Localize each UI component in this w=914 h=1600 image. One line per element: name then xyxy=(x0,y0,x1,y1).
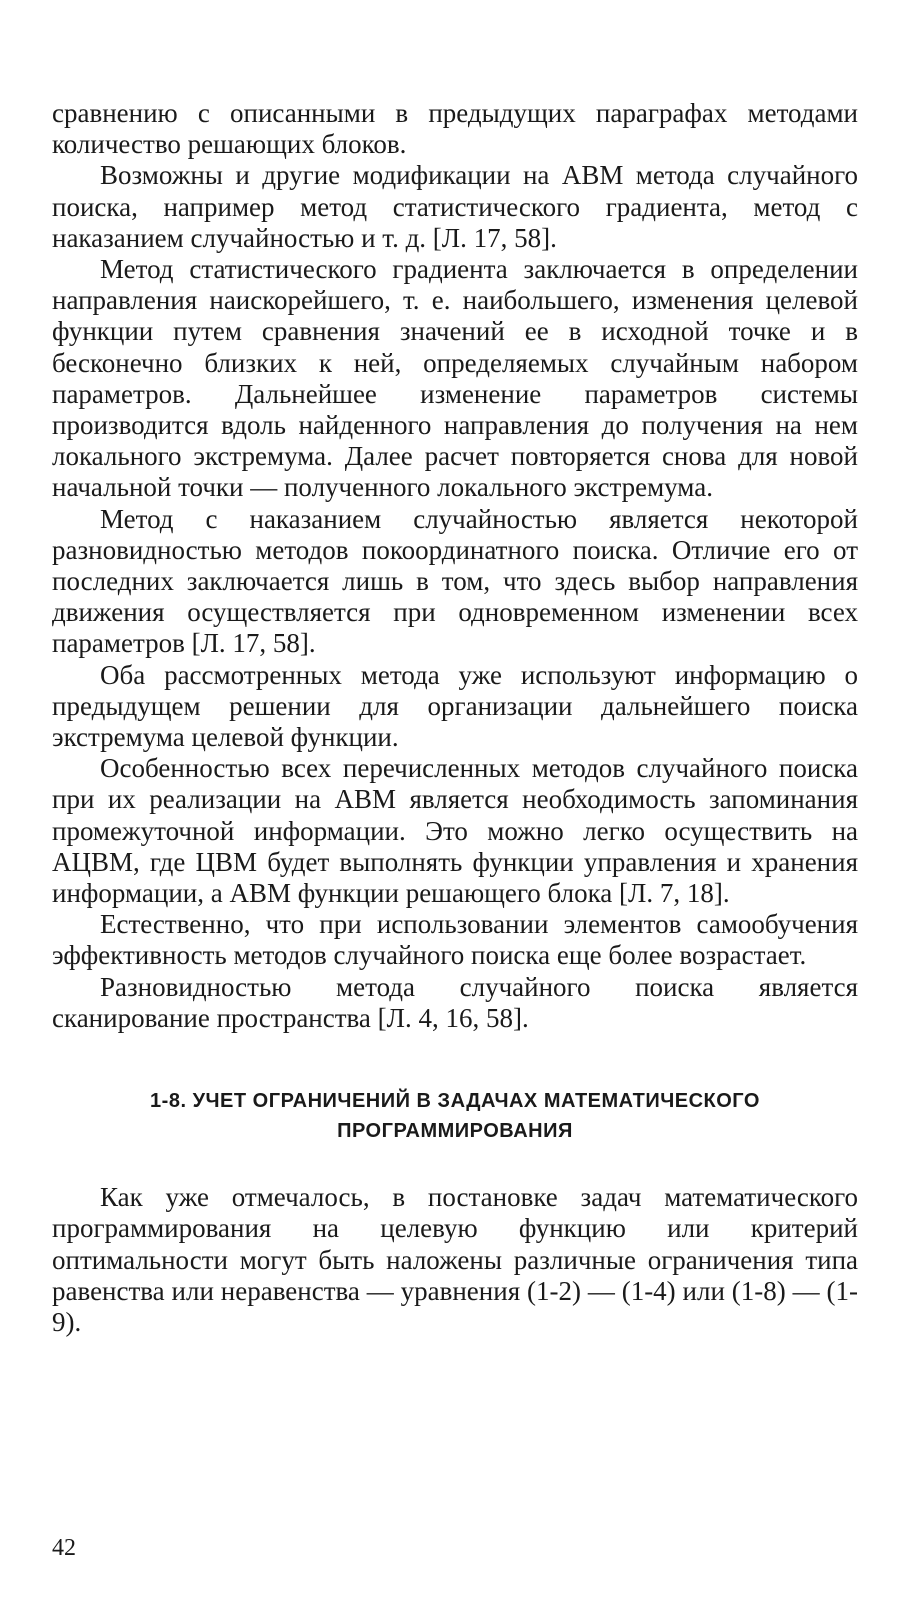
paragraph-modifications: Возможны и другие модификации на АВМ метода случайного поиска, например метод статистического градиента, метод с наказанием случайностью и т. д. [Л. 17, 58]. xyxy=(52,160,858,253)
paragraph-statistical-gradient: Метод статистического градиента заключается в определении направления наискорейшего, т. е. наибольшего, изменения целевой функции путем сравнения значений ее в исходной точке и в бесконечно близких к ней, определяемых случайным набором параметров. Дальнейшее изменение параметров системы производится вдоль найденного направления до получения на нем локального экстремума. Далее расчет повторяется снова для новой начальной точки — полученного локального экстремума. xyxy=(52,254,858,503)
paragraph-scanning: Разновидностью метода случайного поиска является сканирование пространства [Л. 4, 16, 58]. xyxy=(52,971,858,1033)
paragraph-random-penalty: Метод с наказанием случайностью является некоторой разновидностью методов покоординатного поиска. Отличие его от последних заключается лишь в том, что здесь выбор направления движения осуществляется при одновременном изменении всех параметров [Л. 17, 58]. xyxy=(52,503,858,659)
paragraph-both-methods: Оба рассмотренных метода уже используют информацию о предыдущем решении для организации дальнейшего поиска экстремума целевой функции. xyxy=(52,659,858,753)
page-number: 42 xyxy=(52,1535,76,1561)
page-body xyxy=(52,98,858,1338)
paragraph-features: Особенностью всех перечисленных методов случайного поиска при их реализации на АВМ является необходимость запоминания промежуточной информации. Это можно легко осуществить на АЦВМ, где ЦВМ будет выполнять функции управления и хранения информации, а АВМ функции решающего блока [Л. 7, 18]. xyxy=(52,753,858,909)
section-heading-line-1: 1-8. УЧЕТ ОГРАНИЧЕНИЙ В ЗАДАЧАХ МАТЕМАТИЧЕСКОГО xyxy=(150,1090,760,1113)
paragraph-constraints: Как уже отмечалось, в постановке задач математического программирования на целевую функцию или критерий оптимальности могут быть наложены различные ограничения типа равенства или неравенства — уравнения (1-2) — (1-4) или (1-8) — (1-9). xyxy=(52,1182,858,1337)
paragraph-self-learning: Естественно, что при использовании элементов самообучения эффективность методов случайного поиска еще более возрастает. xyxy=(52,909,858,971)
section-heading xyxy=(52,1086,858,1146)
section-heading-line-2: ПРОГРАММИРОВАНИЯ xyxy=(337,1120,573,1143)
paragraph-continuation: сравнению с описанными в предыдущих параграфах методами количество решающих блоков. xyxy=(52,98,858,160)
